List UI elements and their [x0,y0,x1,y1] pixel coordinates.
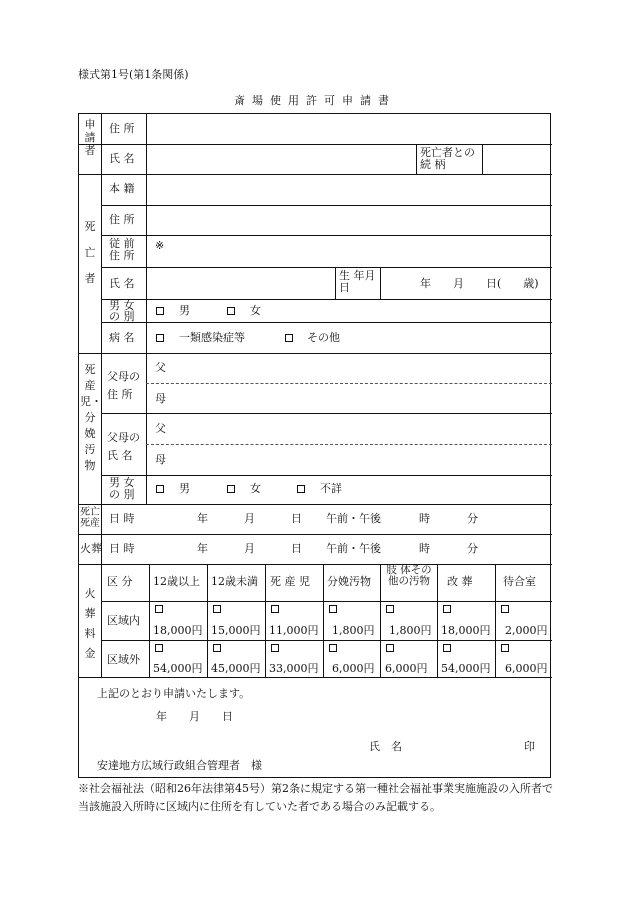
deceased-name-label: 氏 名 [109,277,135,290]
fee-checkbox[interactable] [213,644,221,652]
birth-fields[interactable]: 年 月 日( 歳) [420,277,539,290]
fee-col [437,564,438,677]
cell-line [335,267,336,299]
mother-address-label: 母 [155,392,166,405]
fee-checkbox[interactable] [443,644,451,652]
fee-value: 54,000円 [153,662,203,675]
applicant-name-label: 氏 名 [109,152,135,165]
relation-field[interactable] [485,147,549,171]
fee-col [323,564,324,677]
stillbirth-female-checkbox[interactable] [227,485,235,493]
prev-address-label: 従 前住 所 [109,237,135,262]
fee-checkbox[interactable] [155,605,163,613]
fee-group-label: 火葬料金 [84,587,96,660]
fee-header-afterbirth: 分娩汚物 [327,575,371,588]
footnote: ※社会福祉法（昭和26年法律第45号）第2条に規定する第一種社会福祉事業実施施設の入所者で当該施設入所時に区域内に住所を有していた者である場合のみ記載する。 [78,782,553,813]
relation-label: 死亡者との続 柄 [420,146,475,171]
death-hour: 時 [419,512,430,525]
fee-col [207,564,208,677]
deceased-sex-label: 男 女の 別 [109,299,135,323]
fee-row-outside-label: 区域外 [107,653,140,666]
stillbirth-sex-label: 男 女の 別 [109,476,135,501]
applicant-address-field[interactable] [148,117,548,141]
addressee: 安達地方広域行政組合管理者 様 [97,759,262,772]
fee-checkbox[interactable] [271,644,279,652]
fee-value: 18,000円 [153,624,203,637]
row-line [79,353,552,354]
mother-name-label: 母 [155,453,166,466]
death-month: 月 [244,512,255,525]
fee-header-over12: 12歳以上 [153,575,200,588]
fee-value: 54,000円 [441,662,491,675]
cremation-ampm[interactable]: 午前・午後 [326,542,381,555]
dashed-line [146,383,552,384]
row-line [101,601,552,602]
fee-value: 6,000円 [505,662,548,675]
fee-col [149,564,150,677]
cell-line [380,267,381,299]
stillbirth-male-label: 男 [179,482,190,495]
death-day: 日 [291,512,302,525]
applicant-name-footer-label: 氏 名 [369,740,402,753]
row-line [101,205,552,206]
fee-checkbox[interactable] [271,605,279,613]
group-divider [101,584,102,677]
fee-checkbox[interactable] [443,605,451,613]
fee-header-reburial: 改 葬 [447,575,473,588]
disease-label: 病 名 [109,331,135,344]
fee-header-under12: 12歳未満 [211,575,258,588]
fee-value: 18,000円 [441,624,491,637]
other-disease-label: その他 [307,331,340,344]
request-date[interactable]: 年 月 日 [156,710,233,723]
fee-value: 15,000円 [211,624,261,637]
death-time-sub: 日 時 [109,512,135,525]
fee-row-inside-label: 区域内 [107,614,140,627]
fee-value: 6,000円 [385,662,428,675]
row-line [79,534,552,535]
row-line [101,267,552,268]
row-line [79,174,552,175]
birth-label: 生 年月 日 [339,269,376,294]
fee-header-limbs: 肢 体その他の汚物 [386,564,432,587]
female-label: 女 [250,304,261,317]
cremation-year: 年 [197,542,208,555]
fee-col [495,564,496,677]
stillbirth-unknown-label: 不詳 [320,482,342,495]
infectious-label: 一類感染症等 [179,331,245,344]
row-line [101,413,552,414]
row-line [101,235,552,236]
death-ampm[interactable]: 午前・午後 [326,512,381,525]
cremation-time-sub: 日 時 [109,542,135,555]
honseki-label: 本 籍 [109,182,135,195]
dashed-line [146,444,552,445]
cremation-hour: 時 [419,542,430,555]
fee-value: 1,800円 [389,624,432,637]
document-title: 斎場使用許可申請書 [234,94,396,107]
deceased-group-label: 死亡者 [84,220,96,285]
male-checkbox[interactable] [156,307,164,315]
parents-address-label: 父母の住 所 [107,370,140,401]
stillbirth-female-label: 女 [250,482,261,495]
fee-col [380,564,381,677]
stillbirth-unknown-checkbox[interactable] [297,485,305,493]
seal-mark: 印 [524,740,535,753]
prev-address-mark: ※ [155,239,165,252]
cell-line [482,144,483,174]
label-divider [146,114,147,504]
fee-checkbox[interactable] [329,605,337,613]
cremation-month: 月 [244,542,255,555]
applicant-name-field[interactable] [148,147,413,171]
death-time-label: 死亡死産 [80,507,100,529]
cell-line [416,144,417,174]
application-form [78,113,551,778]
row-line [101,475,552,476]
deceased-address-label: 住 所 [109,213,135,226]
fee-value: 2,000円 [505,624,548,637]
fee-value: 11,000円 [269,624,319,637]
fee-header-waiting-room: 待合室 [503,575,536,588]
fee-value: 6,000円 [332,662,375,675]
row-line [101,640,552,641]
row-line [79,504,552,505]
stillbirth-group-label: 死産児・分娩汚物 [80,363,102,472]
fee-checkbox[interactable] [501,605,509,613]
fee-header-category: 区 分 [107,575,133,588]
fee-col [265,564,266,677]
female-checkbox[interactable] [227,307,235,315]
fee-header-stillbirth: 死 産 児 [270,575,310,588]
other-disease-checkbox[interactable] [285,334,293,342]
cremation-time-label: 火葬 [80,542,102,555]
applicant-address-label: 住 所 [109,122,135,135]
death-minute: 分 [467,512,478,525]
fee-checkbox[interactable] [501,644,509,652]
cremation-minute: 分 [467,542,478,555]
row-line [101,299,552,300]
fee-value: 45,000円 [211,662,261,675]
death-year: 年 [197,512,208,525]
stillbirth-male-checkbox[interactable] [156,485,164,493]
cremation-day: 日 [291,542,302,555]
row-line [101,322,552,323]
fee-checkbox[interactable] [329,644,337,652]
father-name-label: 父 [155,422,166,435]
row-line [79,677,552,678]
fee-checkbox[interactable] [213,605,221,613]
fee-value: 33,000円 [269,662,319,675]
fee-checkbox[interactable] [155,644,163,652]
father-address-label: 父 [155,361,166,374]
fee-value: 1,800円 [332,624,375,637]
male-label: 男 [179,304,190,317]
fee-checkbox[interactable] [386,644,394,652]
fee-checkbox[interactable] [386,605,394,613]
applicant-group-label: 申請者 [84,118,96,158]
request-statement: 上記のとおり申請いたします。 [97,687,251,700]
parents-name-label: 父母の氏 名 [107,431,140,462]
form-number: 様式第1号(第1条関係) [78,68,189,81]
infectious-checkbox[interactable] [156,334,164,342]
